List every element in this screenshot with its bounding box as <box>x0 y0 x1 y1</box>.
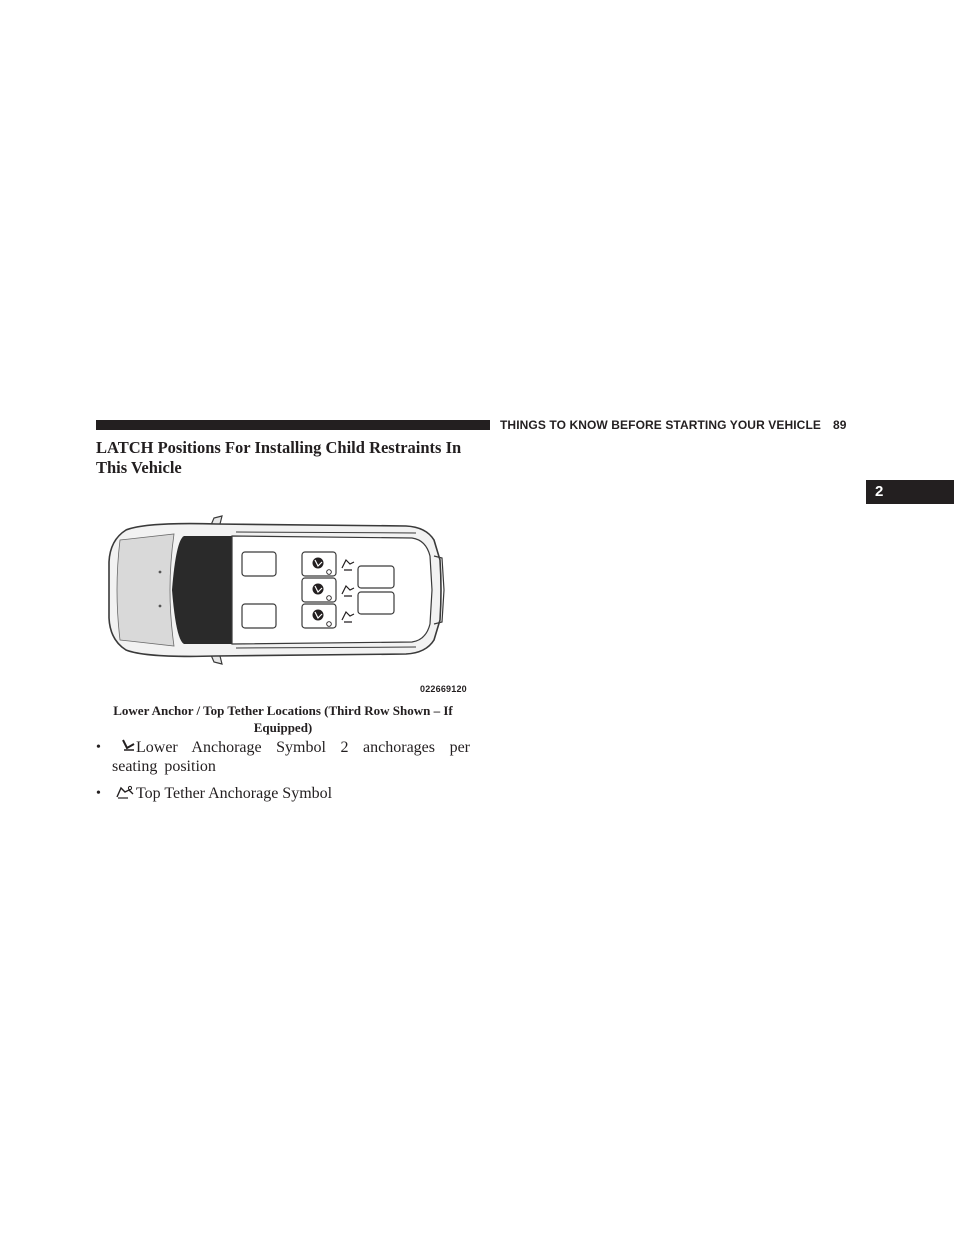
bullet-text: Top Tether Anchorage Symbol <box>136 785 333 802</box>
header-rule <box>96 420 490 430</box>
page-number: 89 <box>832 418 847 432</box>
running-header <box>500 418 858 432</box>
rear-seat-right <box>358 592 394 614</box>
bullet-dot: • <box>96 740 101 755</box>
figure-code: 022669120 <box>420 684 467 694</box>
list-item <box>96 785 470 804</box>
running-title: THINGS TO KNOW BEFORE STARTING YOUR VEHICLE <box>500 418 821 432</box>
top-tether-icon <box>112 785 136 799</box>
bullet-text: Lower Anchorage Symbol 2 anchorages per seating position <box>112 739 470 775</box>
rear-seat-left <box>358 566 394 588</box>
third-row-seat-right <box>302 604 336 628</box>
third-row-seat-left <box>302 552 336 576</box>
symbol-list <box>96 739 470 804</box>
section-heading: LATCH Positions For Installing Child Restraints In This Vehicle <box>96 438 462 477</box>
figure-caption: Lower Anchor / Top Tether Locations (Third Row Shown – If Equipped) <box>113 703 453 735</box>
chapter-tab: 2 <box>866 480 954 504</box>
bullet-dot: • <box>96 786 101 801</box>
lower-anchorage-icon <box>112 739 136 753</box>
vehicle-diagram <box>96 500 472 700</box>
list-item <box>96 739 470 776</box>
vehicle-top-view <box>96 500 472 680</box>
second-row-left-seat <box>242 552 276 576</box>
second-row-right-seat <box>242 604 276 628</box>
third-row-seat-center <box>302 578 336 602</box>
